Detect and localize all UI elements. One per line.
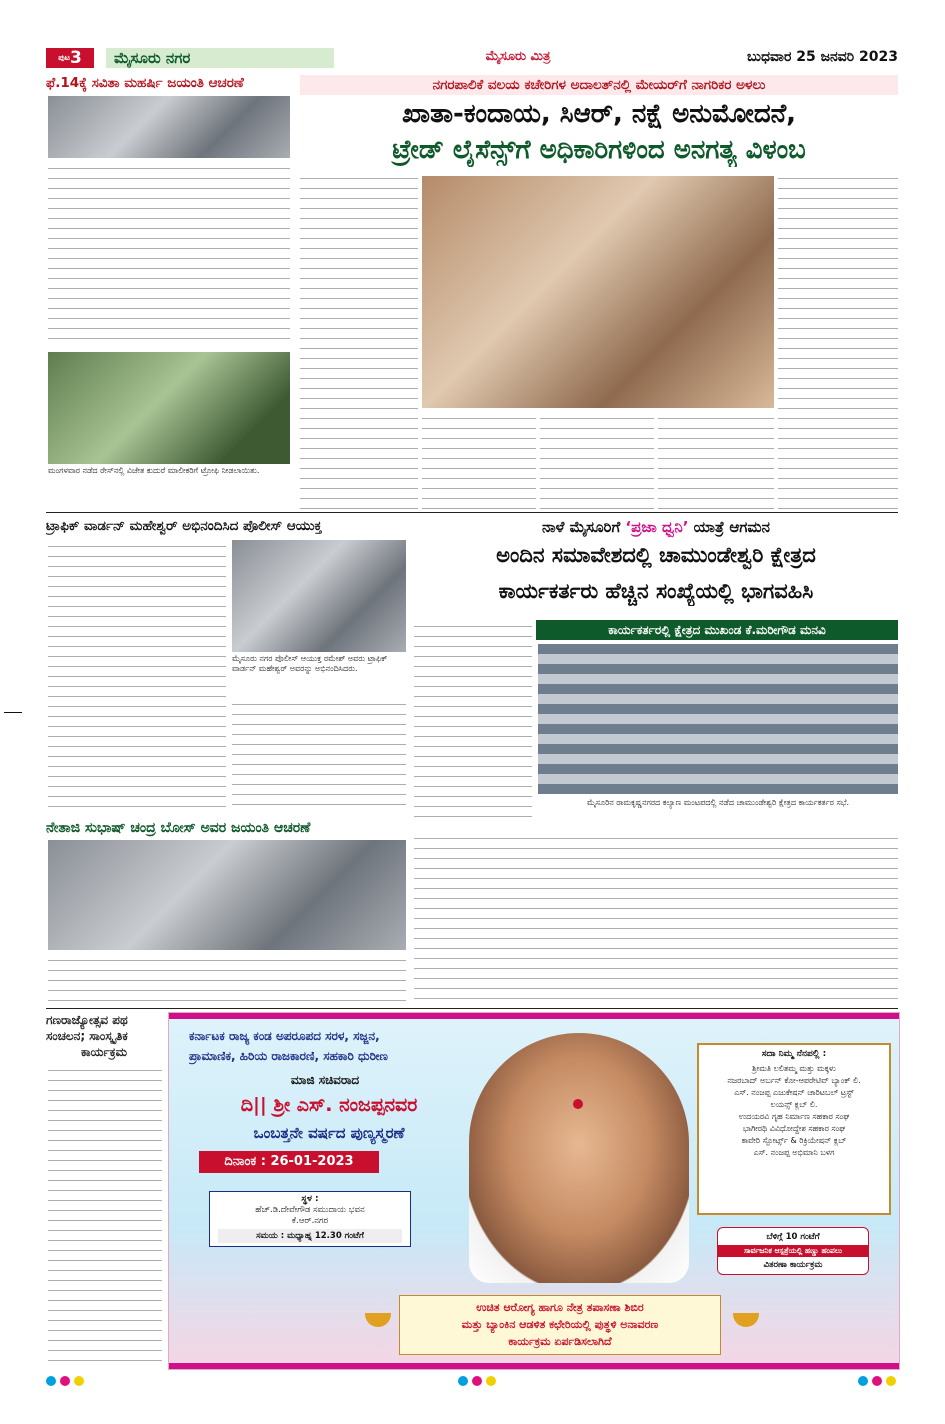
story3-body-col4 xyxy=(658,412,774,510)
story5-subhead: ಕಾರ್ಯಕರ್ತರಲ್ಲಿ ಕ್ಷೇತ್ರದ ಮುಖಂಡ ಕೆ.ಮರೀಗೌಡ ಮನವಿ xyxy=(536,620,898,640)
story5-kicker xyxy=(414,516,898,538)
story7-headline-line1: ಗಣರಾಜ್ಯೋತ್ಸವ ಪಥ xyxy=(46,1013,128,1027)
ad-date: ದಿನಾಂಕ : 26-01-2023 xyxy=(199,1151,379,1173)
ad-wishers-list xyxy=(703,1063,885,1159)
ad-venue-label: ಸ್ಥಳ : xyxy=(301,1194,319,1204)
ad-venue: ಹೆಚ್.ಡಿ.ದೇವೇಗೌಡ ಸಮುದಾಯ ಭವನ xyxy=(255,1205,365,1215)
crop-mark xyxy=(4,712,22,713)
story4-body-col2 xyxy=(232,698,406,814)
ad-wisher: ನಜರಬಾದ್ ಅರ್ಬನ್ ಕೋ-ಆಪರೇಟಿವ್ ಬ್ಯಾಂಕ್ ಲಿ. xyxy=(727,1076,861,1085)
ad-time: ಸಮಯ : ಮಧ್ಯಾಹ್ನ 12.30 ಗಂಟೆಗೆ xyxy=(218,1229,402,1243)
ad-wisher: ಶ್ರೀಮತಿ ಲಲಿತಮ್ಮ ಮತ್ತು ಮಕ್ಕಳು xyxy=(752,1064,836,1073)
ad-bottom-box xyxy=(399,1295,721,1355)
page-number-badge: $^{ಪುಟ}$3 xyxy=(46,48,94,68)
story3-body-col1 xyxy=(300,172,418,510)
story5-kicker-post: ಯಾತ್ರೆ ಆಗಮನ xyxy=(688,518,770,536)
ad-event: ಒಂಬತ್ತನೇ ವರ್ಷದ ಪುಣ್ಯಸ್ಮರಣೆ xyxy=(253,1124,405,1142)
story2-caption: ಮಂಗಳವಾರ ನಡೆದ ರೇಸ್‌ನಲ್ಲಿ ವಿಜೇತ ಕುದುರೆ ಮಾಲೀಕರಿಗೆ ಟ್ರೋಫಿ ನೀಡಲಾಯಿತು. xyxy=(48,466,260,475)
story5-kicker-highlight: ‘ಪ್ರಜಾ ಧ್ವನಿ’ xyxy=(625,518,689,536)
story3-photo xyxy=(422,176,774,408)
story3-body-col3 xyxy=(540,412,654,510)
story1-body xyxy=(48,162,290,348)
story5-headline-line1: ಅಂದಿನ ಸಮಾವೇಶದಲ್ಲಿ ಚಾಮುಂಡೇಶ್ವರಿ ಕ್ಷೇತ್ರದ xyxy=(496,543,816,567)
ad-morning-box xyxy=(717,1227,869,1275)
section-title: ಮೈಸೂರು ನಗರ xyxy=(106,48,334,68)
ad-morning-line2: ಸಾರ್ವಜನಿಕ ಆಸ್ಪತ್ರೆಯಲ್ಲಿ ಹಣ್ಣು ಹಂಪಲು xyxy=(718,1245,868,1257)
ad-tagline-line2: ಪ್ರಾಮಾಣಿಕ, ಹಿರಿಯ ರಾಜಕಾರಣಿ, ಸಹಕಾರಿ ಧುರೀಣ xyxy=(189,1049,388,1063)
masthead xyxy=(46,46,898,70)
story6-body xyxy=(48,954,406,1006)
page-number: 3 xyxy=(69,48,82,68)
ad-bottom-line2: ಮತ್ತು ಬ್ಯಾಂಕಿನ ಆಡಳಿತ ಕಛೇರಿಯಲ್ಲಿ ಪುತ್ಥಳಿ ಅನಾವರಣ xyxy=(461,1318,659,1331)
story5-body-col2 xyxy=(414,832,898,1006)
ad-wisher: ಲಯನ್ಸ್ ಕ್ಲಬ್ ಲಿ. xyxy=(770,1100,818,1109)
ad-venue-place: ಕೆ.ಆರ್.ನಗರ xyxy=(291,1216,329,1226)
story5-kicker-pre: ನಾಳೆ ಮೈಸೂರಿಗೆ xyxy=(541,518,626,536)
ad-wishers-box xyxy=(697,1043,891,1215)
ad-portrait xyxy=(469,1033,689,1283)
story3-kicker: ನಗರಪಾಲಿಕೆ ವಲಯ ಕಚೇರಿಗಳ ಅದಾಲತ್‌ನಲ್ಲಿ ಮೇಯರ್‌ಗೆ ನಾಗರಿಕರ ಅಳಲು xyxy=(300,75,898,95)
story4-body-col1 xyxy=(48,540,226,814)
memorial-ad xyxy=(168,1012,900,1370)
story7-headline xyxy=(46,1012,162,1060)
ad-former-minister: ಮಾಜಿ ಸಚಿವರಾದ xyxy=(290,1073,360,1087)
story5-headline-line2: ಕಾರ್ಯಕರ್ತರು ಹೆಚ್ಚಿನ ಸಂಖ್ಯೆಯಲ್ಲಿ ಭಾಗವಹಿಸಿ xyxy=(498,579,814,603)
ad-name: ದಿ|| ಶ್ರೀ ಎಸ್. ನಂಜಪ್ಪನವರ xyxy=(240,1094,418,1116)
issue-date: ಬುಧವಾರ 25 ಜನವರಿ 2023 xyxy=(747,49,898,65)
story1-photo xyxy=(48,96,290,158)
story5-body-col1 xyxy=(414,620,532,824)
lamp-icon xyxy=(365,1313,391,1327)
ad-tagline-line1: ಕರ್ನಾಟಕ ರಾಜ್ಯ ಕಂಡ ಅಪರೂಪದ ಸರಳ, ಸಜ್ಜನ, xyxy=(189,1029,380,1043)
ad-morning-line3: ವಿತರಣಾ ಕಾರ್ಯಕ್ರಮ xyxy=(763,1260,823,1270)
ad-wishers-title: ಸದಾ ನಿಮ್ಮ ನೆನಪಲ್ಲಿ : xyxy=(761,1049,827,1059)
ad-wisher: ಉದಯರವಿ ಗೃಹ ನಿರ್ಮಾಣ ಸಹಕಾರ ಸಂಘ xyxy=(738,1112,850,1121)
story3-body-col5 xyxy=(778,172,898,510)
story4-headline: ಟ್ರಾಫಿಕ್ ವಾರ್ಡನ್ ಮಹೇಶ್ವರ್ ಅಭಿನಂದಿಸಿದ ಪೊಲೀಸ್ ಆಯುಕ್ತ xyxy=(46,518,322,534)
story4-photo xyxy=(232,540,406,652)
story1-headline: ಫೆ.14ಕ್ಕೆ ಸವಿತಾ ಮಹರ್ಷಿ ಜಯಂತಿ ಆಚರಣೆ xyxy=(46,75,244,91)
story7-headline-line3: ಕಾರ್ಯಕ್ರಮ xyxy=(80,1045,128,1059)
ad-morning-line1: ಬೆಳಿಗ್ಗೆ 10 ಗಂಟೆಗೆ xyxy=(766,1232,820,1242)
story6-photo xyxy=(48,840,406,950)
paper-name: ಮೈಸೂರು ಮಿತ್ರ xyxy=(485,49,551,64)
story3-body-col2 xyxy=(422,412,536,510)
tilak-mark xyxy=(573,1099,583,1109)
registration-marks xyxy=(46,1376,898,1388)
story7-headline-line2: ಸಂಚಲನ; ಸಾಂಸ್ಕೃತಿಕ xyxy=(46,1029,128,1043)
ad-venue-box xyxy=(209,1191,411,1247)
story6-headline: ನೇತಾಜಿ ಸುಭಾಷ್ ಚಂದ್ರ ಬೋಸ್ ಅವರ ಜಯಂತಿ ಆಚರಣೆ xyxy=(46,820,311,836)
story5-photo xyxy=(538,644,898,794)
story7-body xyxy=(48,1064,162,1364)
story4-caption: ಮೈಸೂರು ನಗರ ಪೊಲೀಸ್ ಆಯುಕ್ತ ರಮೇಶ್ ಅವರು ಟ್ರಾಫಿಕ್ ವಾರ್ಡನ್ ಮಹೇಶ್ವರ್ ಅವರನ್ನು ಅಭಿನಂದಿಸಿದರು. xyxy=(232,654,388,673)
story3-headline-line1: ಖಾತಾ-ಕಂದಾಯ, ಸಿಆರ್, ನಕ್ಷೆ ಅನುಮೋದನೆ, xyxy=(401,99,796,129)
ad-wisher: ಭಾಗೀರಥಿ ವಿವಿಧೋದ್ದೇಶ ಸಹಕಾರ ಸಂಘ xyxy=(742,1124,846,1133)
ad-wisher: ಎಸ್. ನಂಜಪ್ಪ ಎಜುಕೇಷನ್ ಚಾರಿಟಬಲ್ ಟ್ರಸ್ಟ್ xyxy=(734,1088,854,1097)
ad-wisher: ಎಸ್. ನಂಜಪ್ಪ ಅಭಿಮಾನಿ ಬಳಗ xyxy=(753,1148,835,1157)
story3-headline-line2: ಟ್ರೇಡ್ ಲೈಸೆನ್ಸ್‌ಗೆ ಅಧಿಕಾರಿಗಳಿಂದ ಅನಗತ್ಯ ವಿಳಂಬ xyxy=(392,135,806,165)
story5-caption: ಮೈಸೂರಿನ ರಾಮಕೃಷ್ಣನಗರದ ಕಲ್ಯಾಣ ಮಂಟಪದಲ್ಲಿ ನಡೆದ ಚಾಮುಂಡೇಶ್ವರಿ ಕ್ಷೇತ್ರದ ಕಾರ್ಯಕರ್ತರ ಸಭೆ. xyxy=(586,798,850,807)
lamp-icon xyxy=(733,1313,759,1327)
ad-wisher: ಕಾವೇರಿ ಸ್ಪೋರ್ಟ್ಸ್ & ರಿಕ್ರಿಯೇಷನ್ ಕ್ಲಬ್ xyxy=(741,1136,847,1145)
ad-bottom-line1: ಉಚಿತ ಆರೋಗ್ಯ ಹಾಗೂ ನೇತ್ರ ತಪಾಸಣಾ ಶಿಬಿರ xyxy=(476,1301,644,1314)
ad-bottom-line3: ಕಾರ್ಯಕ್ರಮ ಏರ್ಪಡಿಸಲಾಗಿದೆ xyxy=(508,1335,612,1348)
story2-photo xyxy=(48,352,290,464)
